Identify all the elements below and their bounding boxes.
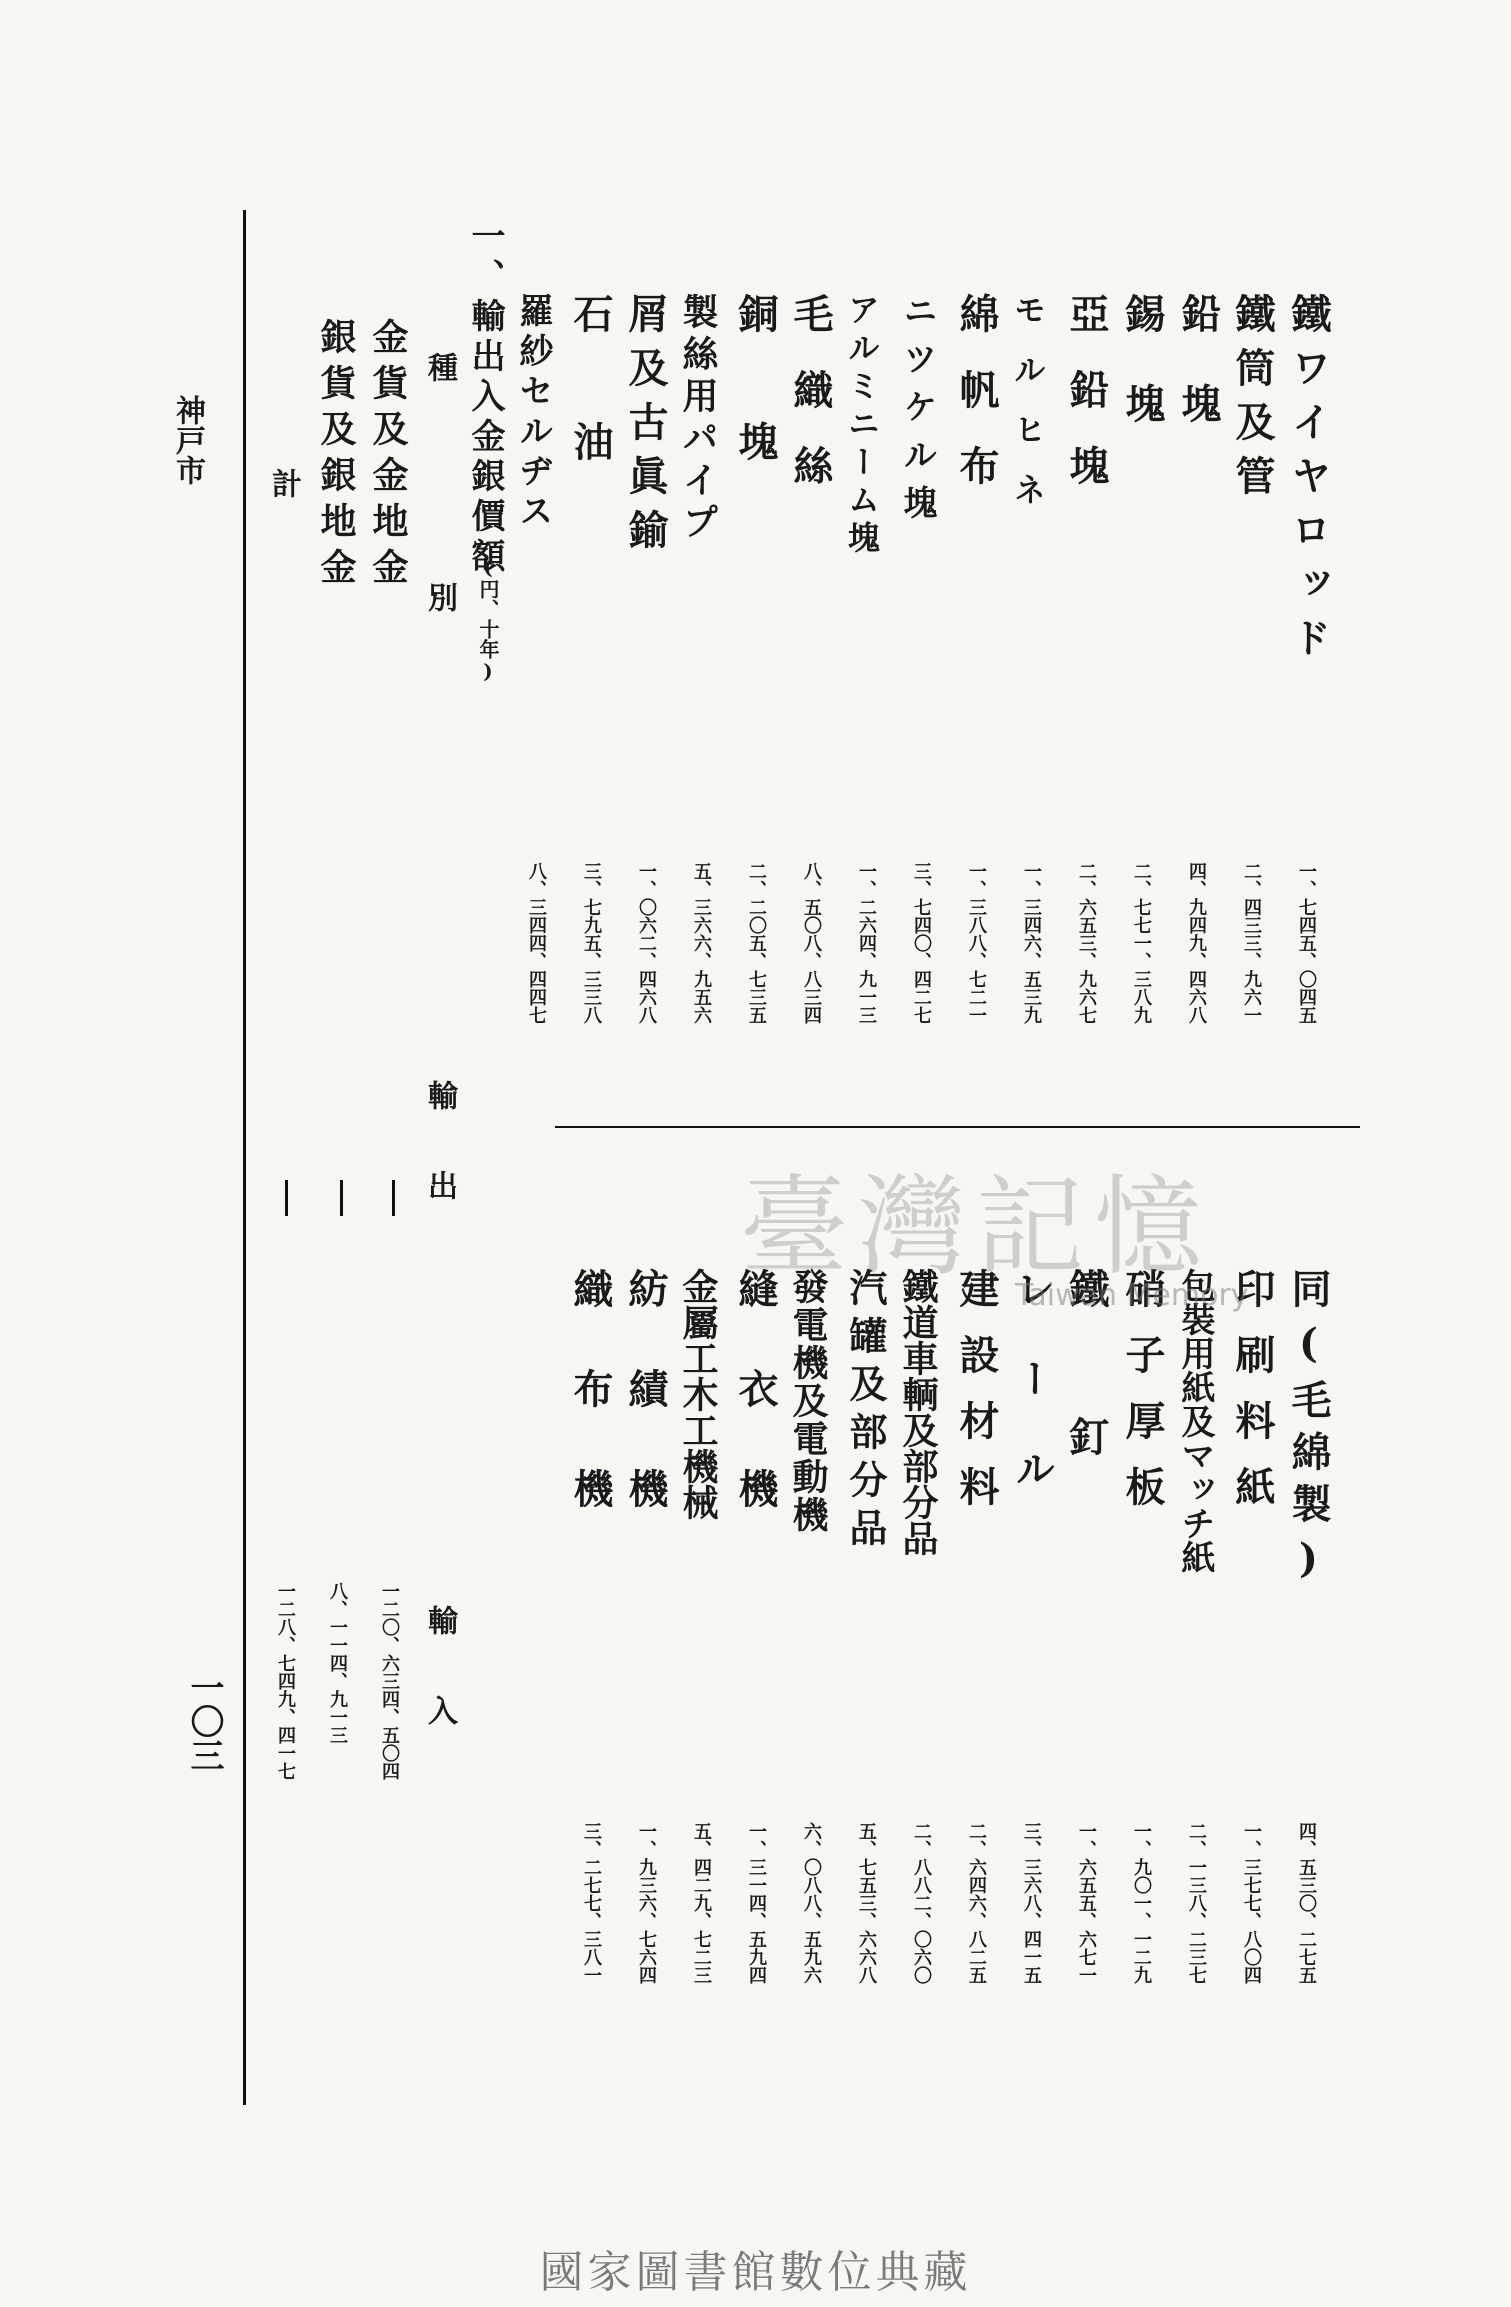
label-item: 羅紗セルヂス bbox=[513, 293, 553, 533]
value-item: 二、七七一、三八九 bbox=[1131, 862, 1152, 1024]
value-item: 一、九三六、七六四 bbox=[636, 1822, 657, 1984]
left-margin-rule bbox=[243, 210, 246, 2105]
value-item: 三、三六八、四一五 bbox=[1021, 1822, 1042, 1984]
value-item: 五、七五三、六六八 bbox=[856, 1822, 877, 1984]
value-item: 一、〇六二、四六八 bbox=[636, 862, 657, 1024]
value-item: 一、九〇一、一二九 bbox=[1131, 1822, 1152, 1984]
label-item: 紡績機 bbox=[622, 1268, 669, 1568]
column-header-kind: 種別 bbox=[422, 352, 457, 812]
label-item: 錫塊 bbox=[1119, 293, 1166, 473]
section-divider bbox=[555, 1126, 1360, 1128]
value-item: 四、五三〇、二七五 bbox=[1296, 1822, 1317, 1984]
value-item: 二、八八二、〇六〇 bbox=[911, 1822, 932, 1984]
label-item: 縫衣機 bbox=[732, 1268, 779, 1568]
running-header-city: 神戸市 bbox=[170, 395, 205, 485]
value-item: 一、三四六、五三九 bbox=[1021, 862, 1042, 1024]
value-item: 八、三四四、四四七 bbox=[526, 862, 547, 1024]
label-item: 鐵道車輌及部分品 bbox=[897, 1268, 939, 1556]
value-item: 八、五〇八、八三四 bbox=[801, 862, 822, 1024]
watermark-subtitle: Taiwan Memory bbox=[1015, 1278, 1249, 1313]
label-item: 硝子厚板 bbox=[1119, 1268, 1166, 1532]
column-header-export: 輸出 bbox=[422, 1080, 457, 1260]
label-item: アルミニーム塊 bbox=[843, 293, 881, 559]
value-item: 一、七四五、〇四五 bbox=[1296, 862, 1317, 1024]
value-item: 六、〇八八、五九六 bbox=[801, 1822, 822, 1984]
label-item: 印刷料紙 bbox=[1229, 1268, 1276, 1532]
export-dash bbox=[340, 1180, 343, 1216]
label-item: 鐵筒及管 bbox=[1229, 293, 1276, 509]
label-item: 綿帆布 bbox=[953, 293, 1000, 521]
table-row-label: 金貨及金地金 bbox=[367, 318, 409, 594]
export-dash bbox=[285, 1180, 288, 1216]
label-item: 亞鉛塊 bbox=[1063, 293, 1110, 521]
watermark: 臺灣記憶 bbox=[740, 1165, 1213, 1290]
value-item: 五、四二九、七二三 bbox=[691, 1822, 712, 1984]
label-item: レール bbox=[1009, 1268, 1056, 1538]
table-row-import: 一二〇、六三四、五〇四 bbox=[379, 1582, 400, 1780]
value-item: 一、六五五、六七一 bbox=[1076, 1822, 1097, 1984]
section-unit: (円、十年) bbox=[476, 555, 500, 683]
section-title: 一、輸出入金銀價額 bbox=[465, 218, 505, 578]
value-item: 四、九四九、四六八 bbox=[1186, 862, 1207, 1024]
value-item: 三、七九五、三三八 bbox=[581, 862, 602, 1024]
label-item: ニツケル塊 bbox=[897, 293, 937, 533]
table-row-import: 八、一一四、九一三 bbox=[327, 1582, 348, 1744]
label-item: 石油 bbox=[567, 293, 614, 549]
label-item: 鐵釘 bbox=[1063, 1268, 1110, 1564]
label-item: 包裝用紙及マッチ紙 bbox=[1175, 1268, 1215, 1574]
label-item: 毛織絲 bbox=[787, 293, 834, 521]
export-dash bbox=[392, 1180, 395, 1216]
value-item: 二、一三八、二三七 bbox=[1186, 1822, 1207, 1984]
value-item: 二、四三三、九六一 bbox=[1241, 862, 1262, 1024]
table-row-label: 計 bbox=[266, 468, 301, 498]
value-item: 二、二〇五、七三五 bbox=[746, 862, 767, 1024]
label-item: 織布機 bbox=[567, 1268, 614, 1568]
table-row-label: 銀貨及銀地金 bbox=[315, 318, 357, 594]
label-item: 發電機及電動機 bbox=[787, 1268, 829, 1534]
column-header-import: 輸入 bbox=[422, 1605, 457, 1785]
label-item: 同(毛綿製) bbox=[1285, 1268, 1332, 1594]
value-item: 一、三七七、八〇四 bbox=[1241, 1822, 1262, 1984]
value-item: 二、六五三、九六七 bbox=[1076, 862, 1097, 1024]
label-item: 鐵ワイヤロッド bbox=[1285, 293, 1332, 671]
value-item: 二、六四六、八二五 bbox=[966, 1822, 987, 1984]
label-item: 汽罐及部分品 bbox=[843, 1268, 888, 1556]
value-item: 一、三八八、七二一 bbox=[966, 862, 987, 1024]
table-row-import: 一二八、七四九、四一七 bbox=[275, 1582, 296, 1780]
label-item: 金屬工木工機械 bbox=[677, 1268, 719, 1520]
value-item: 三、二七七、三八一 bbox=[581, 1822, 602, 1984]
value-item: 三、七四〇、四二七 bbox=[911, 862, 932, 1024]
label-item: 銅塊 bbox=[732, 293, 779, 549]
label-item: 製絲用パイプ bbox=[677, 293, 719, 545]
label-item: 鉛塊 bbox=[1175, 293, 1222, 473]
label-item: 建設材料 bbox=[953, 1268, 1000, 1532]
label-item: モルヒネ bbox=[1009, 293, 1047, 533]
footer-library-credit: 國家圖書館數位典藏 bbox=[539, 2247, 972, 2298]
value-item: 一、三一四、五九四 bbox=[746, 1822, 767, 1984]
value-item: 一、二六四、九一三 bbox=[856, 862, 877, 1024]
value-item: 五、三六六、九五六 bbox=[691, 862, 712, 1024]
page-number: 一〇三 bbox=[184, 1670, 224, 1772]
label-item: 屑及古眞鍮 bbox=[622, 293, 669, 563]
